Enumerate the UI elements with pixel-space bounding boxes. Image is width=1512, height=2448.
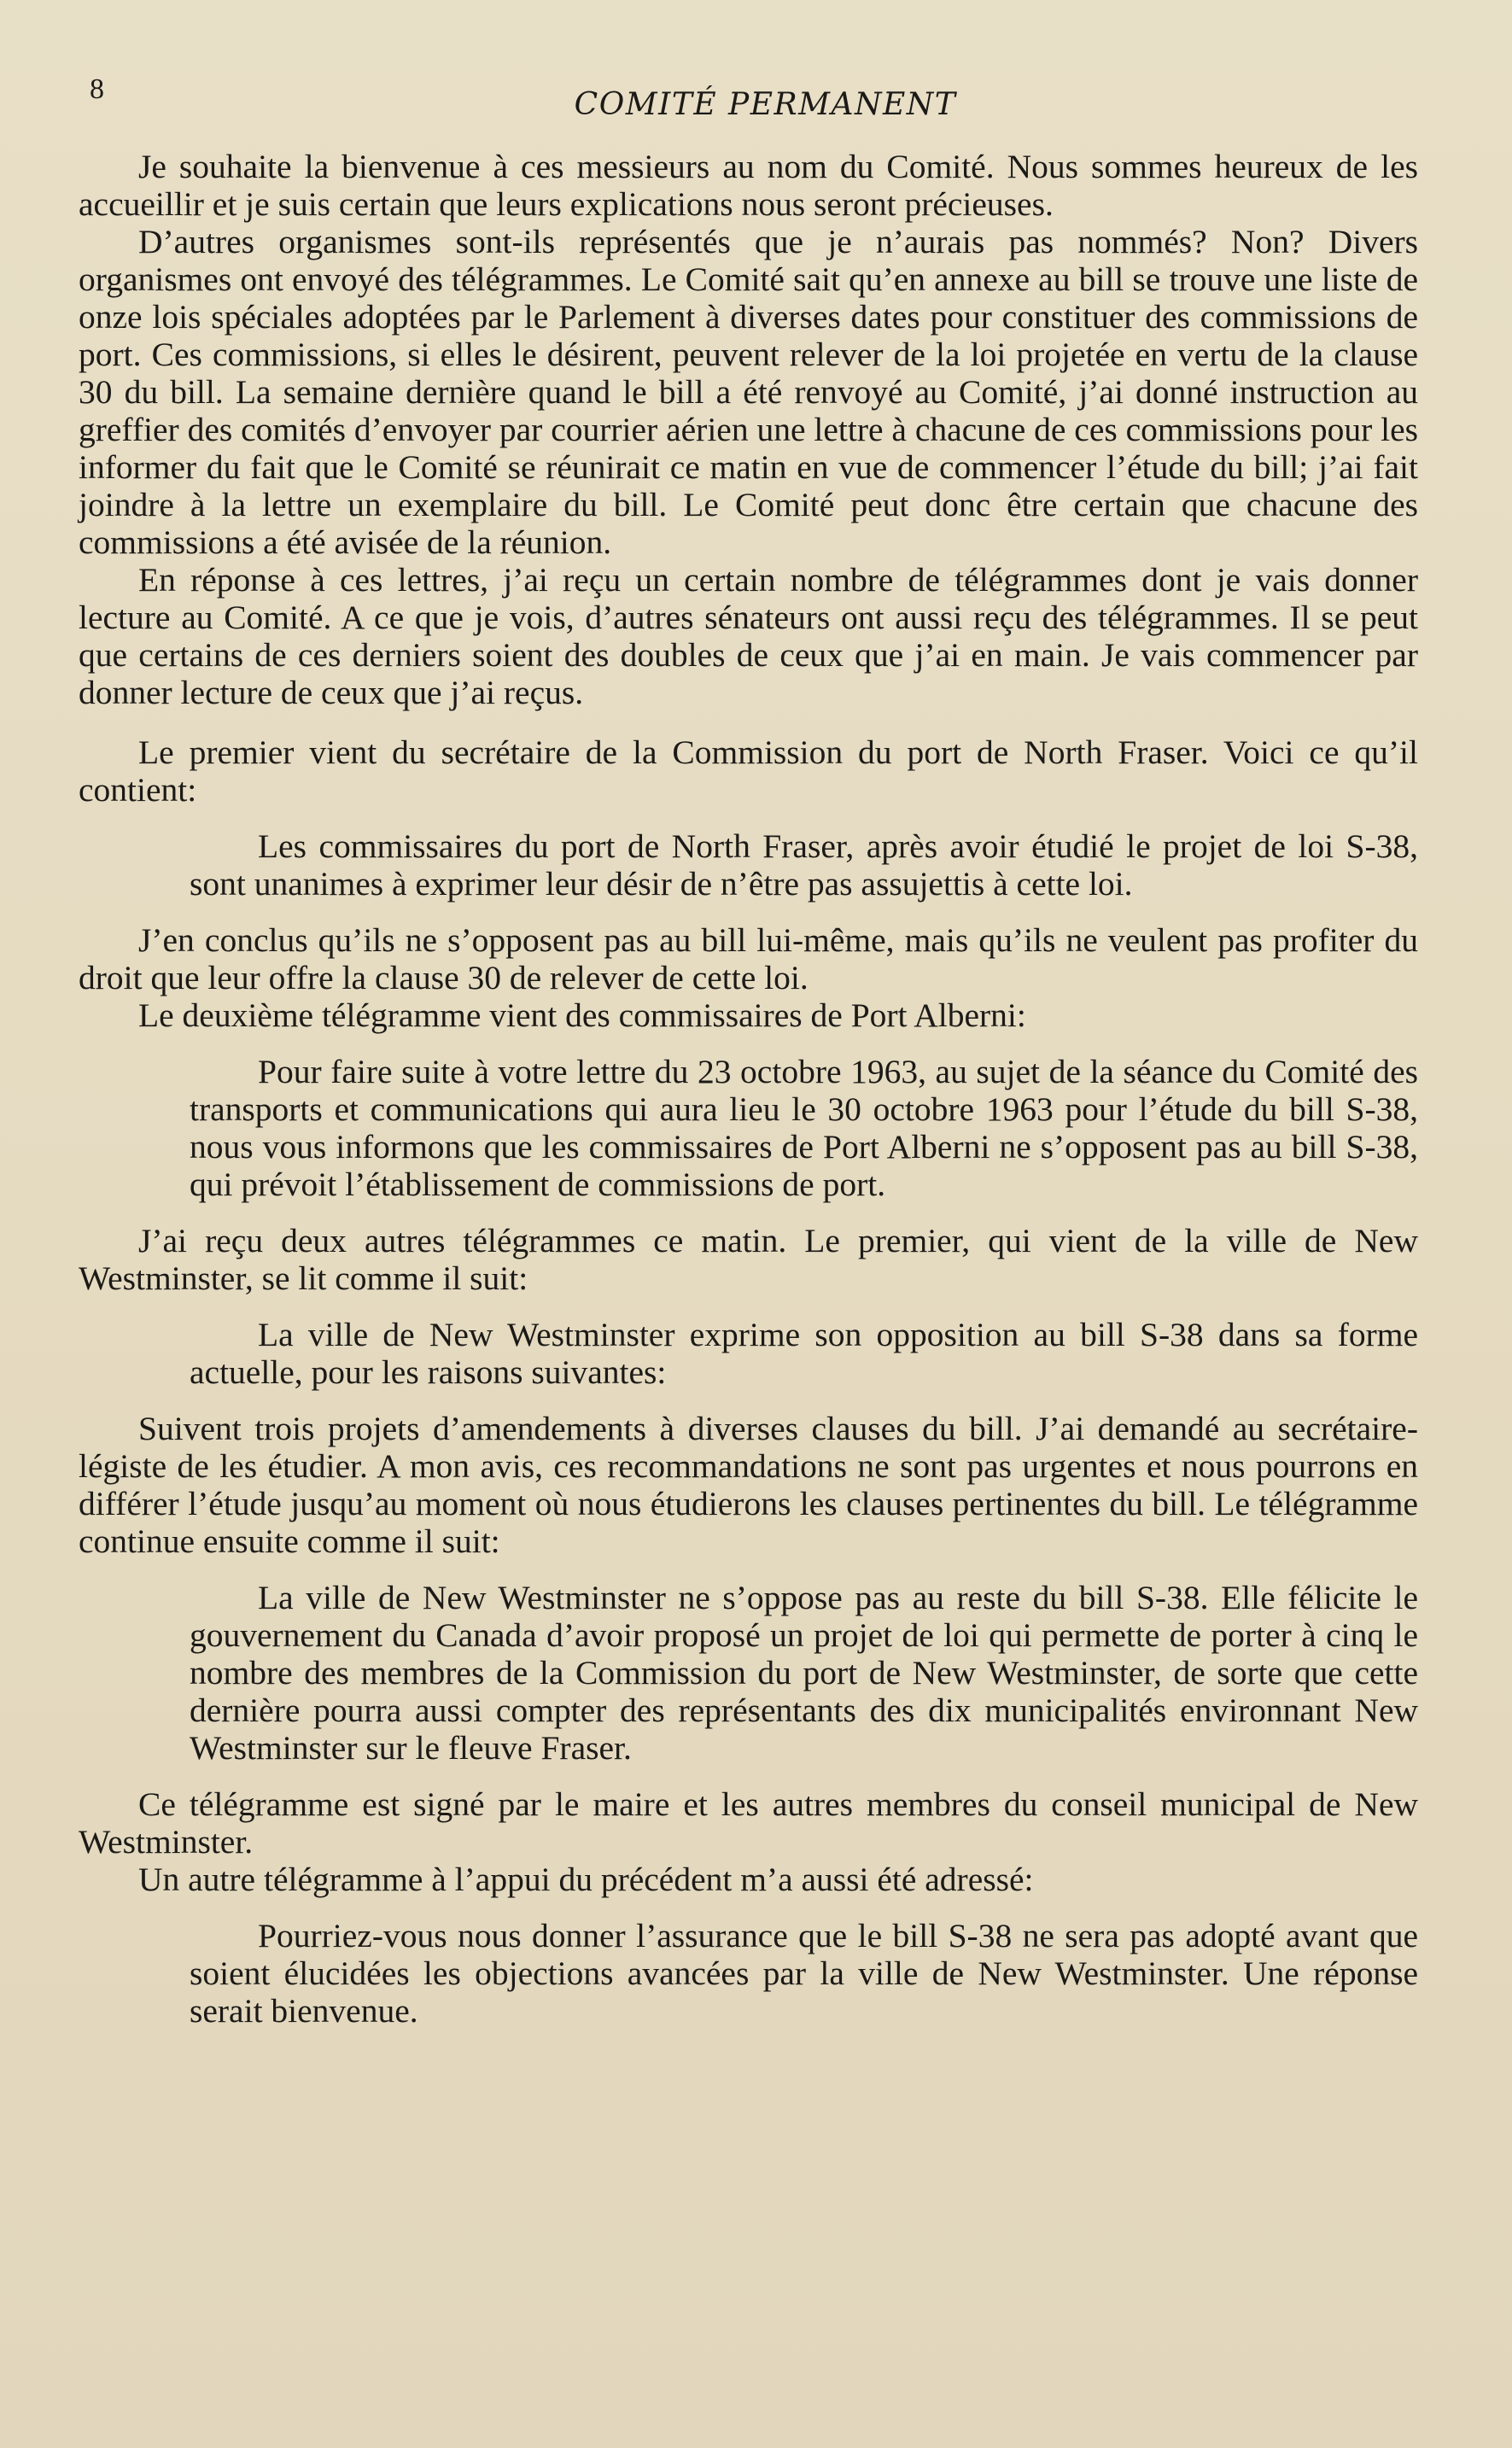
paragraph: Le premier vient du secrétaire de la Commission du port de North Fraser. Voici ce qu’il contient: (79, 733, 1418, 809)
paragraph: Je souhaite la bienvenue à ces messieurs au nom du Comité. Nous sommes heureux de les accueillir et je suis certain que leurs explications nous seront précieuses. (79, 148, 1418, 223)
quoted-telegram: La ville de New Westminster ne s’oppose pas au reste du bill S-38. Elle félicite le gouvernement du Canada d’avoir proposé un projet de loi qui permette de porter à cinq le nombre des membres de la Commission du port de New Westminster, de sorte que cette dernière pourra aussi compter des représentants des dix municipalités environnant New Westminster sur le fleuve Fraser. (190, 1579, 1418, 1767)
paragraph: En réponse à ces lettres, j’ai reçu un certain nombre de télégrammes dont je vais donner lecture au Comité. A ce que je vois, d’autres sénateurs ont aussi reçu des télégrammes. Il se peut que certains de ces derniers soient des doubles de ceux que j’ai en main. Je vais commencer par donner lecture de ceux que j’ai reçus. (79, 561, 1418, 711)
quoted-telegram: Les commissaires du port de North Fraser, après avoir étudié le projet de loi S-38, sont unanimes à exprimer leur désir de n’être pas assujettis à cette loi. (190, 827, 1418, 903)
paragraph: Ce télégramme est signé par le maire et les autres membres du conseil municipal de New Westminster. (79, 1785, 1418, 1861)
body-text (79, 148, 1418, 2030)
running-title: COMITÉ PERMANENT (574, 87, 957, 122)
paragraph: Suivent trois projets d’amendements à diverses clauses du bill. J’ai demandé au secrétaire-légiste de les étudier. A mon avis, ces recommandations ne sont pas urgentes et nous pourrons en différer l’étude jusqu’au moment où nous étudierons les clauses pertinentes du bill. Le télégramme continue ensuite comme il suit: (79, 1410, 1418, 1560)
paragraph: D’autres organismes sont-ils représentés que je n’aurais pas nommés? Non? Divers organismes ont envoyé des télégrammes. Le Comité sait qu’en annexe au bill se trouve une liste de onze lois spéciales adoptées par le Parlement à diverses dates pour constituer des commissions de port. Ces commissions, si elles le désirent, peuvent relever de la loi projetée en vertu de la clause 30 du bill. La semaine dernière quand le bill a été renvoyé au Comité, j’ai donné instruction au greffier des comités d’envoyer par courrier aérien une lettre à chacune de ces commissions pour les informer du fait que le Comité se réunirait ce matin en vue de commencer l’étude du bill; j’ai fait joindre à la lettre un exemplaire du bill. Le Comité peut donc être certain que chacune des commissions a été avisée de la réunion. (79, 223, 1418, 561)
quoted-telegram: Pour faire suite à votre lettre du 23 octobre 1963, au sujet de la séance du Comité des transports et communications qui aura lieu le 30 octobre 1963 pour l’étude du bill S-38, nous vous informons que les commissaires de Port Alberni ne s’opposent pas au bill S-38, qui prévoit l’établissement de commissions de port. (190, 1053, 1418, 1203)
quoted-telegram: La ville de New Westminster exprime son opposition au bill S-38 dans sa forme actuelle, pour les raisons suivantes: (190, 1316, 1418, 1391)
page-number: 8 (90, 73, 104, 105)
paragraph: J’en conclus qu’ils ne s’opposent pas au bill lui-même, mais qu’ils ne veulent pas profiter du droit que leur offre la clause 30 de relever de cette loi. (79, 921, 1418, 996)
paragraph: J’ai reçu deux autres télégrammes ce matin. Le premier, qui vient de la ville de New Westminster, se lit comme il suit: (79, 1222, 1418, 1297)
quoted-telegram: Pourriez-vous nous donner l’assurance que le bill S-38 ne sera pas adopté avant que soient élucidées les objections avancées par la ville de New Westminster. Une réponse serait bienvenue. (190, 1917, 1418, 2030)
paragraph: Le deuxième télégramme vient des commissaires de Port Alberni: (138, 996, 1026, 1034)
paragraph: Un autre télégramme à l’appui du précédent m’a aussi été adressé: (138, 1861, 1034, 1898)
